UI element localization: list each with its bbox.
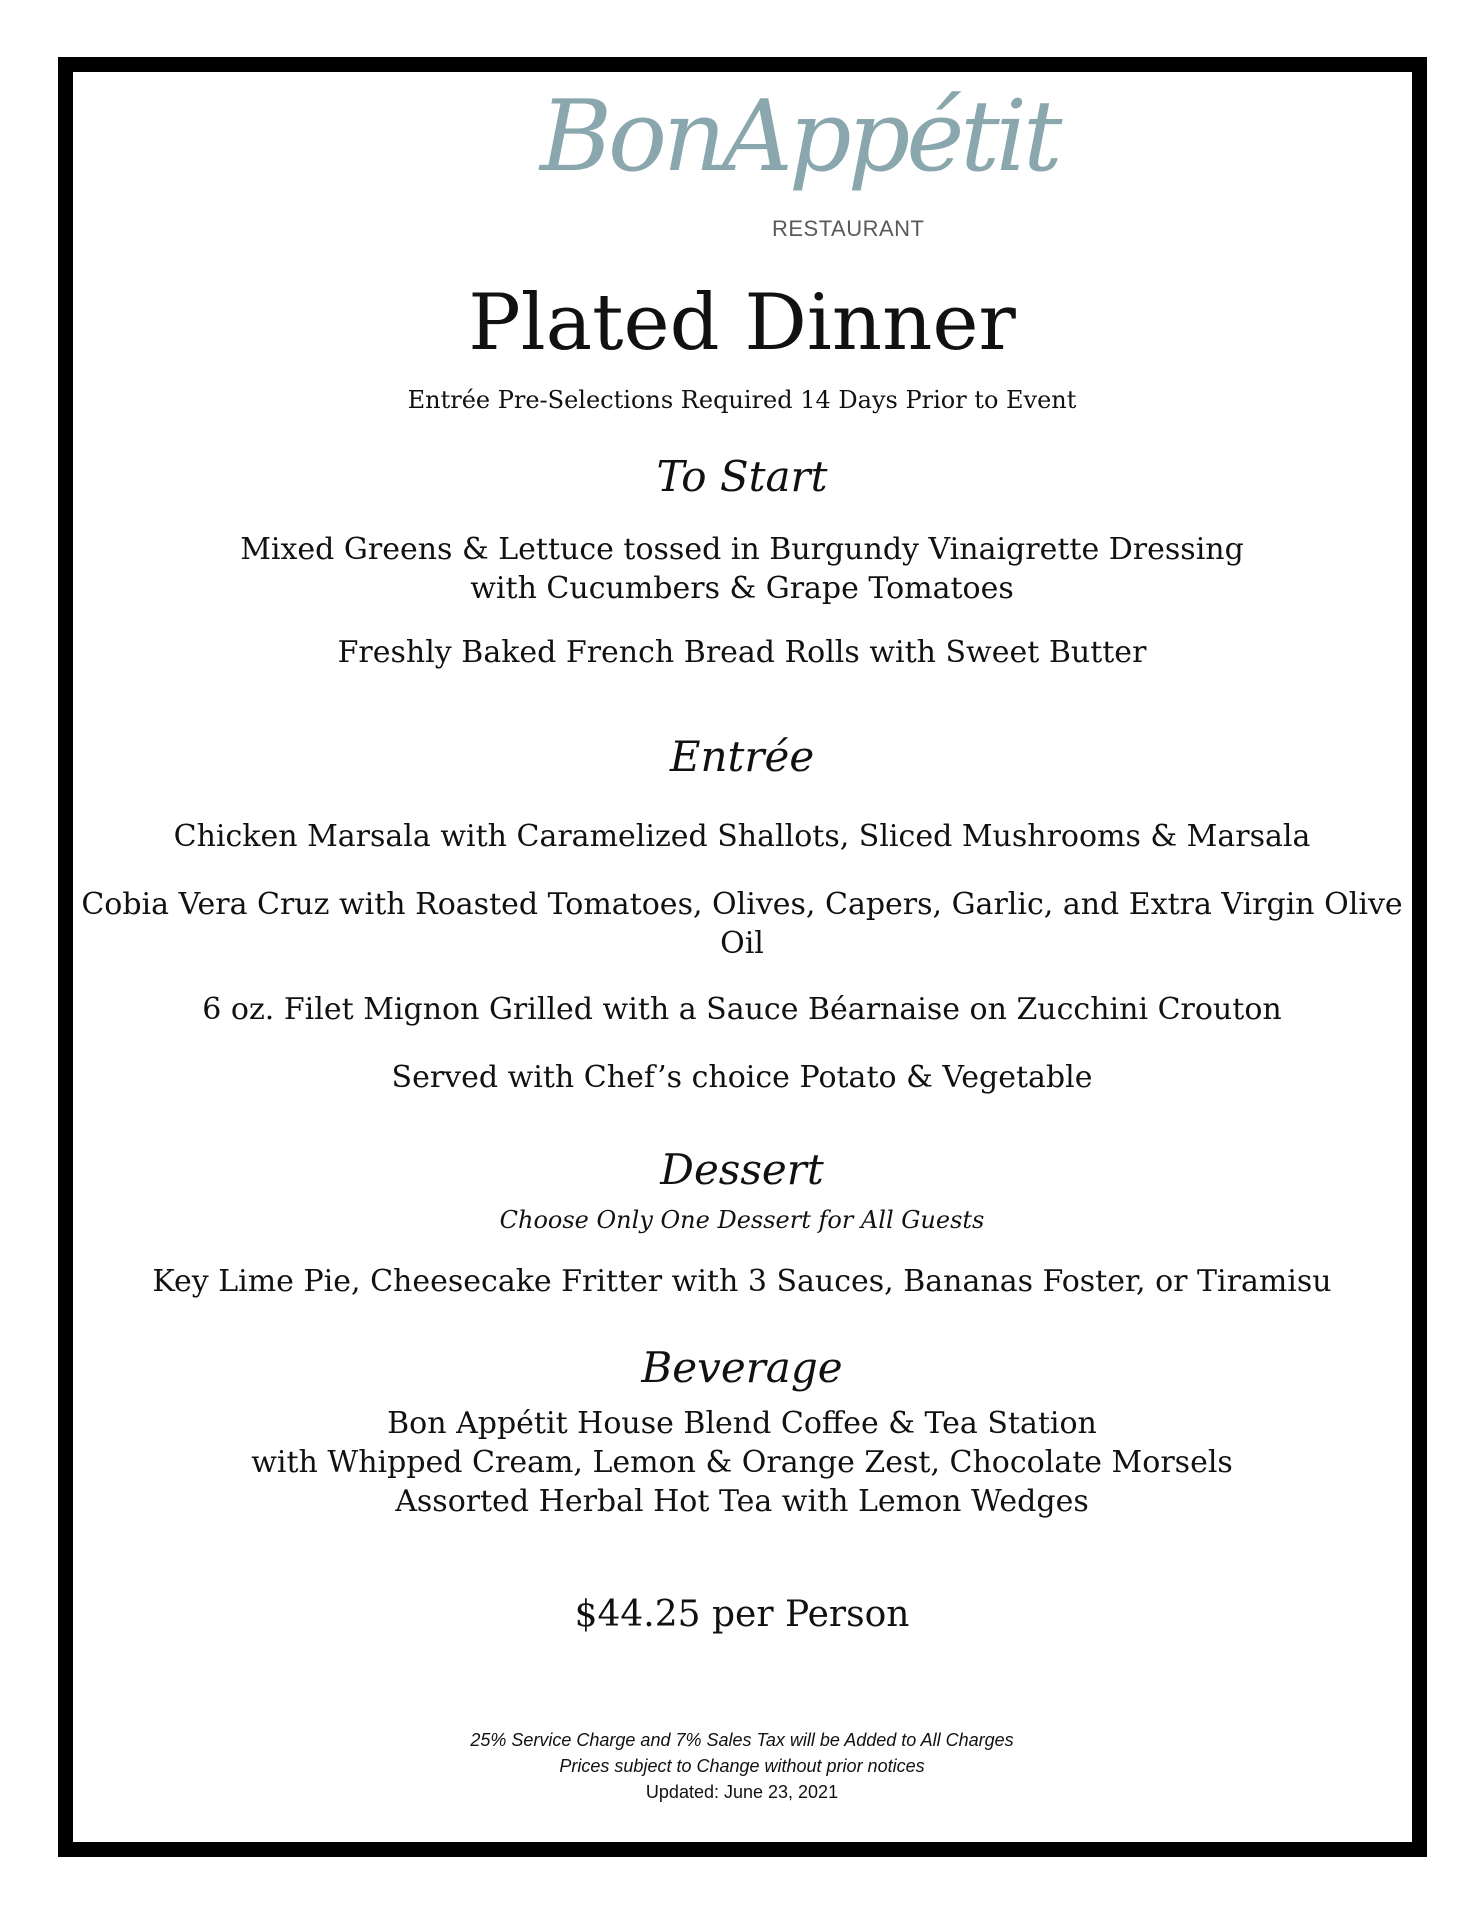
dessert-item: Key Lime Pie, Cheesecake Fritter with 3 Sauces, Bananas Foster, or Tiramisu [152,1264,1332,1299]
entree-item: Cobia Vera Cruz with Roasted Tomatoes, Olives, Capers, Garlic, and Extra Virgin Olive [81,887,1403,922]
beverage-line: Bon Appétit House Blend Coffee & Tea Station [387,1406,1097,1441]
footer-line: Prices subject to Change without prior notices [559,1756,925,1776]
dessert-note: Choose Only One Dessert for All Guests [499,1206,985,1234]
logo-subtitle: RESTAURANT [772,216,925,241]
start-item-line: with Cucumbers & Grape Tomatoes [470,571,1014,606]
price: $44.25 per Person [574,1594,910,1635]
section-heading-start: To Start [656,452,828,501]
start-item-line: Freshly Baked French Bread Rolls with Sweet Butter [337,635,1147,670]
restaurant-logo [540,80,1059,248]
entree-item: Chicken Marsala with Caramelized Shallots, Sliced Mushrooms & Marsala [173,819,1311,854]
footer-updated: Updated: June 23, 2021 [645,1782,839,1802]
page-title: Plated Dinner [468,278,1016,368]
start-item-line: Mixed Greens & Lettuce tossed in Burgundy Vinaigrette Dressing [240,532,1244,567]
page-subtitle: Entrée Pre-Selections Required 14 Days Prior to Event [407,386,1077,414]
entree-item: Oil [720,926,764,961]
section-heading-dessert: Dessert [660,1145,824,1194]
footer-line: 25% Service Charge and 7% Sales Tax will be Added to All Charges [470,1730,1014,1750]
footer [72,1727,1412,1805]
section-heading-beverage: Beverage [641,1343,843,1392]
entree-item: Served with Chef’s choice Potato & Vegetable [391,1060,1093,1095]
section-heading-entree: Entrée [669,732,815,781]
beverage-line: Assorted Herbal Hot Tea with Lemon Wedges [395,1484,1089,1519]
beverage-line: with Whipped Cream, Lemon & Orange Zest, Chocolate Morsels [251,1445,1233,1480]
logo-script: BonAppétit [540,80,1059,194]
entree-item: 6 oz. Filet Mignon Grilled with a Sauce Béarnaise on Zucchini Crouton [202,992,1282,1027]
